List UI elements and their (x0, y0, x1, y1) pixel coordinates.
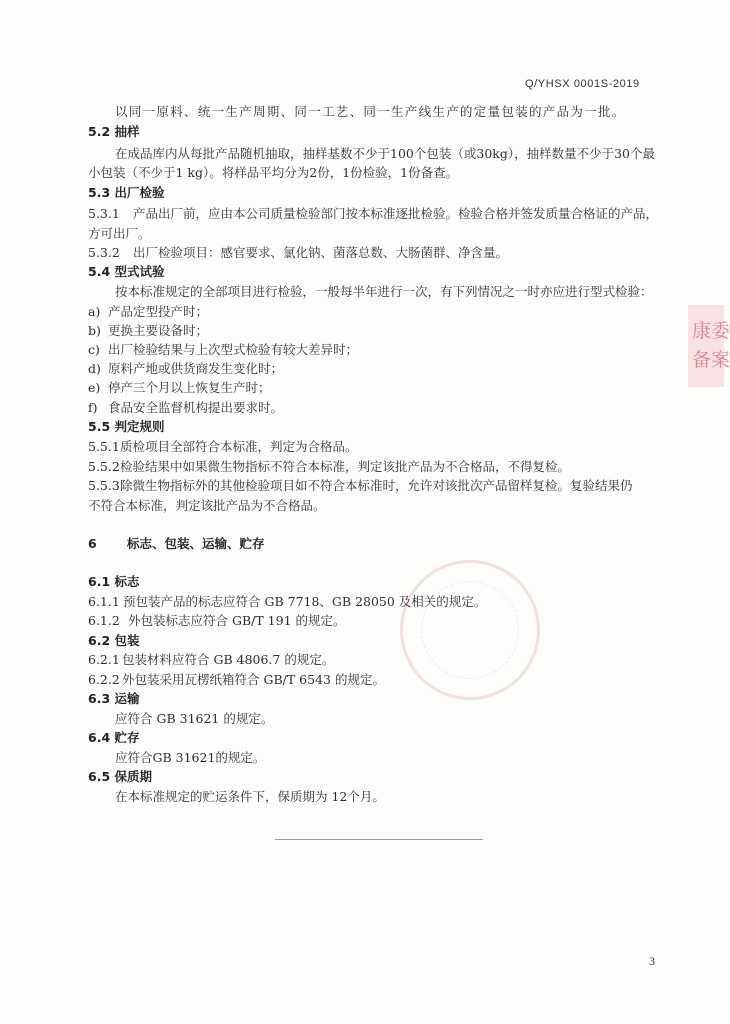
clause-number: 5.3.2 (88, 245, 120, 260)
heading-6-1-marking: 6.1 标志 (88, 574, 140, 589)
heading-5-3-factory-inspection: 5.3 出厂检验 (88, 185, 165, 200)
list-item: 食品安全监督机构提出要求时。 (108, 400, 284, 415)
clause-text: 质检项目全部符合本标准，判定为合格品。 (120, 439, 358, 454)
edge-stamp-text: 康委 (692, 320, 730, 342)
clause-number: 6.2.2 (88, 672, 120, 687)
clause-number: 6.1.1 (88, 594, 120, 609)
list-item-label: f) (88, 400, 98, 415)
clause-text: 检验结果中如果微生物指标不符合本标准，判定该批产品为不合格品，不得复检。 (120, 459, 571, 474)
heading-6-3-transport: 6.3 运输 (88, 691, 140, 706)
clause-number: 5.5.3 (88, 478, 120, 493)
type-test-intro: 按本标准规定的全部项目进行检验，一般每半年进行一次，有下列情况之一时亦应进行型式检验： (115, 284, 653, 299)
section-6-title: 标志、包装、运输、贮存 (127, 536, 265, 551)
clause-text: 预包装产品的标志应符合 GB 7718、GB 28050 及相关的规定。 (123, 594, 487, 609)
clause-text: 产品出厂前，应由本公司质量检验部门按本标准逐批检验。检验合格并签发质量合格证的产品， (133, 206, 659, 221)
end-of-text-rule (275, 839, 483, 840)
batch-definition: 以同一原料、统一生产周期、同一工艺、同一生产线生产的定量包装的产品为一批。 (115, 104, 626, 119)
clause-number: 5.3.1 (88, 206, 120, 221)
clause-text: 方可出厂。 (88, 226, 151, 241)
clause-text: 除微生物指标外的其他检验项目如不符合本标准时，允许对该批次产品留样复检。复验结果仍 (120, 478, 633, 493)
heading-5-5-judgement-rules: 5.5 判定规则 (88, 419, 165, 434)
clause-number: 5.5.1 (88, 439, 120, 454)
list-item: 更换主要设备时； (108, 323, 209, 338)
section-6-number: 6 (88, 536, 97, 551)
list-item-label: d) (88, 361, 101, 376)
list-item: 产品定型投产时； (108, 304, 209, 319)
clause-text: 不符合本标准，判定该批产品为不合格品。 (88, 498, 326, 513)
list-item: 停产三个月以上恢复生产时； (108, 380, 271, 395)
official-seal-inner-ring (421, 581, 519, 679)
list-item-label: b) (88, 323, 101, 338)
edge-stamp-text: 备案 (692, 349, 730, 371)
storage-text: 应符合GB 31621的规定。 (115, 750, 266, 765)
clause-number: 5.5.2 (88, 459, 120, 474)
official-seal (400, 560, 540, 700)
clause-text: 外包装标志应符合 GB/T 191 的规定。 (128, 613, 346, 628)
clause-text: 外包装采用瓦楞纸箱符合 GB/T 6543 的规定。 (122, 672, 385, 687)
sampling-text-line: 小包装（不少于1 kg）。将样品平均分为2份，1份检验，1份备查。 (88, 165, 459, 180)
document-code: Q/YHSX 0001S-2019 (525, 78, 640, 90)
list-item-label: a) (88, 304, 101, 319)
list-item: 原料产地或供货商发生变化时； (108, 361, 284, 376)
clause-number: 6.1.2 (88, 613, 120, 628)
clause-text: 包装材料应符合 GB 4806.7 的规定。 (122, 652, 335, 667)
list-item: 出厂检验结果与上次型式检验有较大差异时； (108, 342, 359, 357)
heading-6-2-packaging: 6.2 包装 (88, 633, 140, 648)
heading-6-4-storage: 6.4 贮存 (88, 730, 140, 745)
shelf-life-text: 在本标准规定的贮运条件下，保质期为 12个月。 (115, 789, 385, 804)
transport-text: 应符合 GB 31621 的规定。 (115, 711, 274, 726)
list-item-label: c) (88, 342, 100, 357)
edge-filing-stamp (688, 305, 730, 387)
sampling-text-line: 在成品库内从每批产品随机抽取，抽样基数不少于100个包装（或30kg），抽样数量不少于30个最 (115, 146, 655, 161)
heading-6-5-shelf-life: 6.5 保质期 (88, 769, 152, 784)
clause-text: 出厂检验项目：感官要求、氯化钠、菌落总数、大肠菌群、净含量。 (133, 245, 509, 260)
page-number: 3 (649, 954, 655, 968)
list-item-label: e) (88, 380, 101, 395)
clause-number: 6.2.1 (88, 652, 120, 667)
heading-5-4-type-test: 5.4 型式试验 (88, 264, 165, 279)
heading-5-2-sampling: 5.2 抽样 (88, 124, 140, 139)
